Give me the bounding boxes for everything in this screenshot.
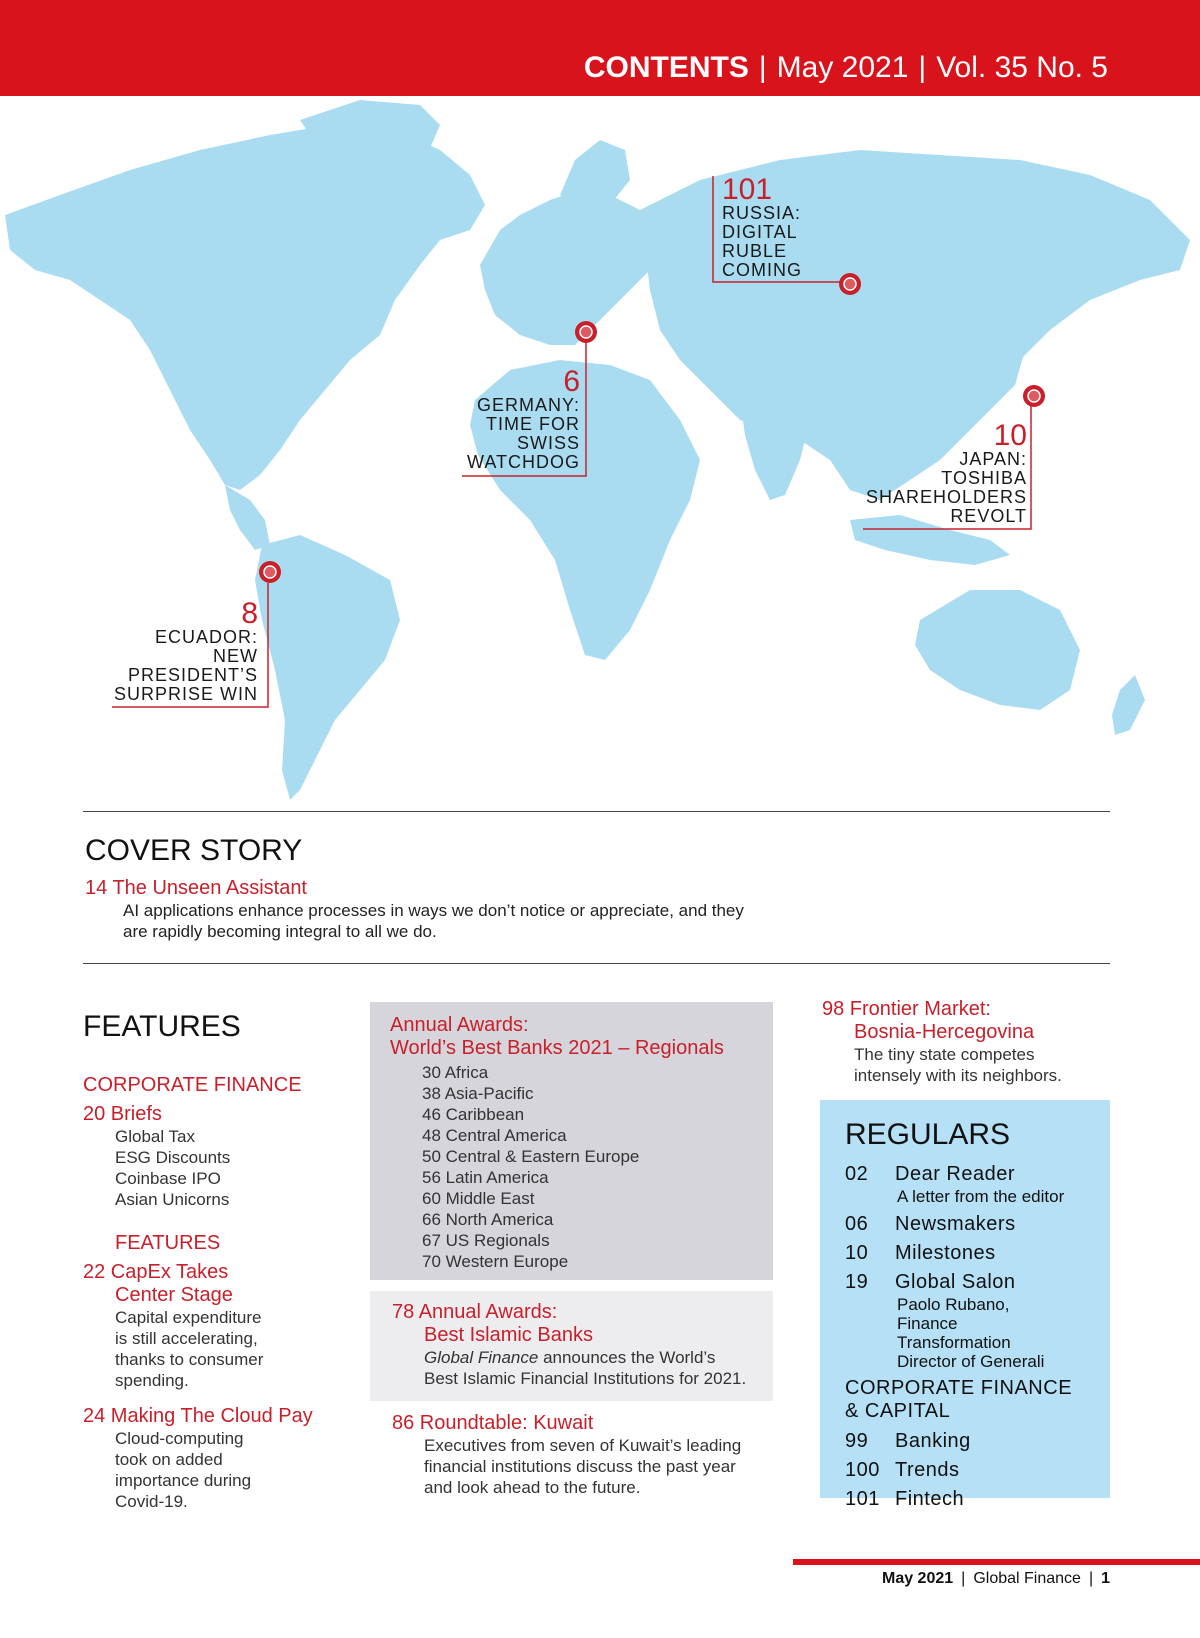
islamic-banks-box xyxy=(370,1291,773,1401)
awards-title-line: Annual Awards: xyxy=(390,1014,529,1036)
islamic-banks-title[interactable]: 78 Annual Awards: xyxy=(392,1301,558,1323)
list-item: 60 Middle East xyxy=(422,1189,535,1208)
callout-japan-line: REVOLT xyxy=(950,506,1027,526)
regulars-item-page: 101 xyxy=(845,1488,880,1510)
callout-ecuador-line: PRESIDENT’S xyxy=(127,665,258,685)
regulars-box xyxy=(820,1100,1110,1510)
regulars-item-page: 10 xyxy=(845,1242,869,1264)
header-band xyxy=(0,0,1200,96)
callout-ecuador-line: NEW xyxy=(213,646,258,666)
header-separator-2: | xyxy=(918,51,927,84)
corporate-finance-heading: CORPORATE FINANCE xyxy=(83,1074,302,1096)
header-line xyxy=(584,50,1108,86)
divider-middle xyxy=(83,963,1110,964)
regulars-item[interactable] xyxy=(845,1429,1085,1454)
frontier-description: The tiny state competes intensely with its neighbors. xyxy=(854,1045,1062,1085)
russia-marker xyxy=(839,273,861,295)
capex-description: Capital expenditure is still accelerating, thanks to consumer spending. xyxy=(115,1308,264,1390)
issue-volume: Vol. 35 No. 5 xyxy=(936,51,1108,84)
regulars-item-page: 19 xyxy=(845,1271,869,1293)
corporate-finance-capital-heading: CORPORATE FINANCE & CAPITAL xyxy=(845,1377,1073,1422)
list-item: 50 Central & Eastern Europe xyxy=(422,1147,640,1166)
callout-russia-line: DIGITAL xyxy=(722,222,798,242)
australia-shape xyxy=(915,590,1080,710)
callout-japan-line: JAPAN: xyxy=(959,449,1027,469)
islamic-banks-description xyxy=(392,1347,751,1389)
cloud-description: Cloud-computing took on added importance during Covid-19. xyxy=(115,1429,252,1511)
regulars-item[interactable] xyxy=(845,1241,1085,1266)
regulars-item-label: Banking xyxy=(895,1430,971,1452)
regulars-heading: REGULARS xyxy=(845,1118,1011,1151)
callout-russia-page: 101 xyxy=(722,173,773,206)
list-item: 67 US Regionals xyxy=(422,1231,550,1250)
callout-japan-line: TOSHIBA xyxy=(941,468,1027,488)
features-heading: FEATURES xyxy=(83,1010,241,1043)
regulars-item-page: 100 xyxy=(845,1459,880,1481)
awards-regionals-title[interactable] xyxy=(390,1014,753,1060)
list-item: 66 North America xyxy=(422,1210,554,1229)
callout-russia-line: COMING xyxy=(722,260,802,280)
callout-russia-line: RUBLE xyxy=(722,241,788,261)
list-item: 30 Africa xyxy=(422,1063,489,1082)
footer xyxy=(882,1570,1110,1588)
ecuador-marker xyxy=(259,561,281,583)
awards-regionals-box xyxy=(370,1002,773,1280)
capex-link[interactable]: 22 CapEx Takes Center Stage xyxy=(83,1261,233,1306)
callout-germany-page: 6 xyxy=(563,365,580,398)
publication-name: Global Finance xyxy=(424,1348,539,1367)
contents-label: CONTENTS xyxy=(583,51,749,84)
scandinavia-shape xyxy=(560,140,630,210)
callout-japan-page: 10 xyxy=(993,419,1027,452)
callout-germany-line: TIME FOR xyxy=(486,414,580,434)
regulars-item[interactable] xyxy=(845,1162,1085,1187)
regulars-item-label: Dear Reader xyxy=(895,1163,1016,1185)
briefs-item: Global Tax xyxy=(115,1127,196,1146)
divider-top xyxy=(83,811,1110,812)
callout-ecuador xyxy=(113,597,258,704)
briefs-item: ESG Discounts xyxy=(115,1148,231,1167)
briefs-item: Coinbase IPO xyxy=(115,1169,221,1188)
footer-publication: Global Finance xyxy=(973,1570,1081,1587)
regulars-item-label: Fintech xyxy=(895,1488,965,1510)
islamic-desc-rest: announces the World’s Best Islamic Financial Institutions for 2021. xyxy=(424,1348,747,1388)
footer-bar xyxy=(793,1559,1200,1565)
callout-germany-line: WATCHDOG xyxy=(467,452,580,472)
cover-story-heading: COVER STORY xyxy=(85,834,303,867)
features-subheading: FEATURES xyxy=(115,1232,221,1254)
header-separator-1: | xyxy=(758,51,767,84)
frontier-link[interactable]: 98 Frontier Market: xyxy=(822,998,991,1020)
callout-germany-line: SWISS xyxy=(516,433,580,453)
list-item: 46 Caribbean xyxy=(422,1105,525,1124)
list-item: 70 Western Europe xyxy=(422,1252,569,1271)
europe-shape xyxy=(480,190,660,345)
islamic-banks-title-line2: Best Islamic Banks xyxy=(424,1324,593,1346)
north-america-shape xyxy=(5,125,485,490)
features-column xyxy=(83,1010,353,1512)
callout-germany-line: GERMANY: xyxy=(476,395,580,415)
cover-story-link[interactable]: 14 The Unseen Assistant xyxy=(85,877,307,899)
regulars-item-subtitle: A letter from the editor xyxy=(897,1187,1065,1206)
frontier-link-line2: Bosnia-Hercegovina xyxy=(854,1021,1035,1043)
frontier-market xyxy=(822,998,1122,1086)
callout-russia xyxy=(722,173,802,280)
cloud-link[interactable]: 24 Making The Cloud Pay xyxy=(83,1405,313,1427)
briefs-link[interactable]: 20 Briefs xyxy=(83,1103,162,1125)
cover-story-description: AI applications enhance processes in ways we don’t notice or appreciate, and they are rapidly becoming integral to all we do. xyxy=(123,901,744,941)
awards-title-line: World’s Best Banks 2021 – Regionals xyxy=(390,1037,724,1059)
regulars-item[interactable] xyxy=(845,1270,1085,1295)
briefs-item: Asian Unicorns xyxy=(115,1190,230,1209)
japan-marker xyxy=(1023,385,1045,407)
list-item: 48 Central America xyxy=(422,1126,567,1145)
regulars-item-label: Trends xyxy=(895,1459,960,1481)
regulars-item-label: Milestones xyxy=(895,1242,996,1264)
roundtable-link[interactable]: 86 Roundtable: Kuwait xyxy=(392,1412,594,1434)
footer-separator: | xyxy=(961,1570,966,1587)
regulars-item-page: 99 xyxy=(845,1430,869,1452)
callout-japan xyxy=(865,419,1027,526)
regulars-item[interactable] xyxy=(845,1212,1085,1237)
regulars-item[interactable] xyxy=(845,1458,1085,1483)
callout-ecuador-page: 8 xyxy=(241,597,258,630)
regulars-item-label: Global Salon xyxy=(895,1271,1016,1293)
callout-germany xyxy=(467,365,580,472)
roundtable-kuwait xyxy=(392,1412,772,1498)
list-item: 56 Latin America xyxy=(422,1168,549,1187)
list-item: 38 Asia-Pacific xyxy=(422,1084,534,1103)
callout-ecuador-line: ECUADOR: xyxy=(154,627,258,647)
regulars-item-page: 06 xyxy=(845,1213,869,1235)
callout-ecuador-line: SURPRISE WIN xyxy=(113,684,258,704)
new-zealand-shape xyxy=(1112,675,1145,735)
callout-russia-line: RUSSIA: xyxy=(722,203,802,223)
germany-marker xyxy=(575,321,597,343)
footer-date: May 2021 xyxy=(881,1570,954,1587)
awards-regionals-list xyxy=(390,1062,753,1272)
regulars-item[interactable] xyxy=(845,1487,1085,1512)
regulars-item-subtitle: Paolo Rubano, Finance Transformation Director of Generali xyxy=(897,1295,1045,1371)
issue-date: May 2021 xyxy=(776,51,909,84)
central-america-shape xyxy=(225,485,270,550)
roundtable-description: Executives from seven of Kuwait’s leading financial institutions discuss the past year and look ahead to the future. xyxy=(424,1436,742,1497)
regulars-item-page: 02 xyxy=(845,1163,869,1185)
callout-japan-line: SHAREHOLDERS xyxy=(865,487,1027,507)
regulars-item-label: Newsmakers xyxy=(895,1213,1016,1235)
footer-separator: | xyxy=(1088,1570,1094,1587)
page-number: 1 xyxy=(1101,1570,1110,1587)
